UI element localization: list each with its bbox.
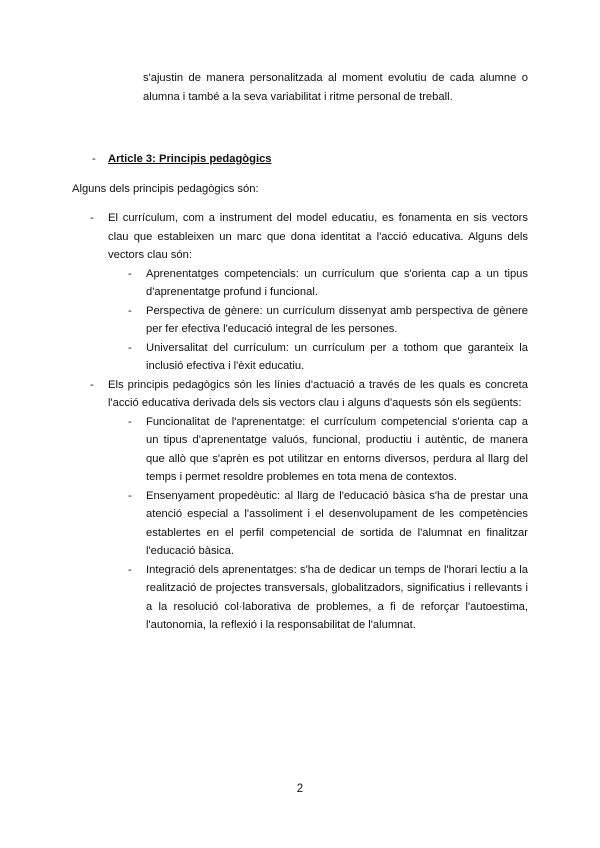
heading-bullet: - <box>92 153 96 165</box>
list-item <box>90 376 528 635</box>
sublist-item <box>128 265 528 302</box>
sublist <box>128 265 528 376</box>
list-bullet: - <box>90 212 94 224</box>
sublist <box>128 413 528 635</box>
sublist-item-text: Integració dels aprenentatges: s'ha de dedicar un temps de l'horari lectiu a la realització de projectes transversals, globalitzadors, significatius i rellevants i a la resolució col·laborativa de problemes, a fi de reforçar l'autoestima, l'autonomia, la reflexió i la responsabilitat de l'alumnat. <box>146 563 528 631</box>
list-item-text: Els principis pedagògics són les línies d'actuació a través de les quals es concreta l'acció educativa derivada dels sis vectors clau i alguns d'aquests són els següents: <box>108 378 528 409</box>
sublist-item <box>128 561 528 635</box>
sublist-item <box>128 413 528 487</box>
sublist-bullet: - <box>128 304 132 317</box>
sublist-item <box>128 487 528 561</box>
sublist-item-text: Ensenyament propedèutic: al llarg de l'educació bàsica s'ha de prestar una atenció especial a l'assoliment i el desenvolupament de les competències establertes en el perfil competencial de sortida de l'alumnat en finalitzar l'educació bàsica. <box>146 489 528 557</box>
article-title: Article 3: Principis pedagògics <box>108 153 272 165</box>
sublist-bullet: - <box>128 341 132 354</box>
sublist-bullet: - <box>128 415 132 428</box>
intro-paragraph: s'ajustin de manera personalitzada al moment evolutiu de cada alumne o alumna i també a la seva variabilitat i ritme personal de treball. <box>143 72 528 103</box>
list-bullet: - <box>90 378 94 391</box>
lead-paragraph: Alguns dels principis pedagògics són: <box>72 183 259 195</box>
principles-list <box>90 209 528 635</box>
sublist-bullet: - <box>128 563 132 576</box>
list-item-text: El currículum, com a instrument del model educatiu, es fonamenta en sis vectors clau que estableixen un marc que dona identitat a l'acció educativa. Alguns dels vectors clau són: <box>108 212 528 261</box>
sublist-item-text: Funcionalitat de l'aprenentatge: el currículum competencial s'orienta cap a un tipus d'aprenentatge valuós, funcional, productiu i autèntic, de manera que allò que s'aprèn es pot utilitzar en entorns diversos, perdura al llarg del temps i permet resoldre problemes en tota mena de contextos. <box>146 415 528 483</box>
article-heading <box>92 150 492 169</box>
sublist-bullet: - <box>128 489 132 502</box>
sublist-item <box>128 302 528 339</box>
sublist-item-text: Universalitat del currículum: un currículum per a tothom que garanteix la inclusió efectiva i l'èxit educatiu. <box>146 341 528 372</box>
sublist-bullet: - <box>128 267 132 280</box>
sublist-item <box>128 339 528 376</box>
list-item <box>90 209 528 376</box>
sublist-item-text: Aprenentatges competencials: un currículum que s'orienta cap a un tipus d'aprenentatge profund i funcional. <box>146 267 528 298</box>
page-number: 2 <box>296 783 304 795</box>
sublist-item-text: Perspectiva de gènere: un currículum dissenyat amb perspectiva de gènere per fer efectiva l'educació integral de les persones. <box>146 304 528 335</box>
